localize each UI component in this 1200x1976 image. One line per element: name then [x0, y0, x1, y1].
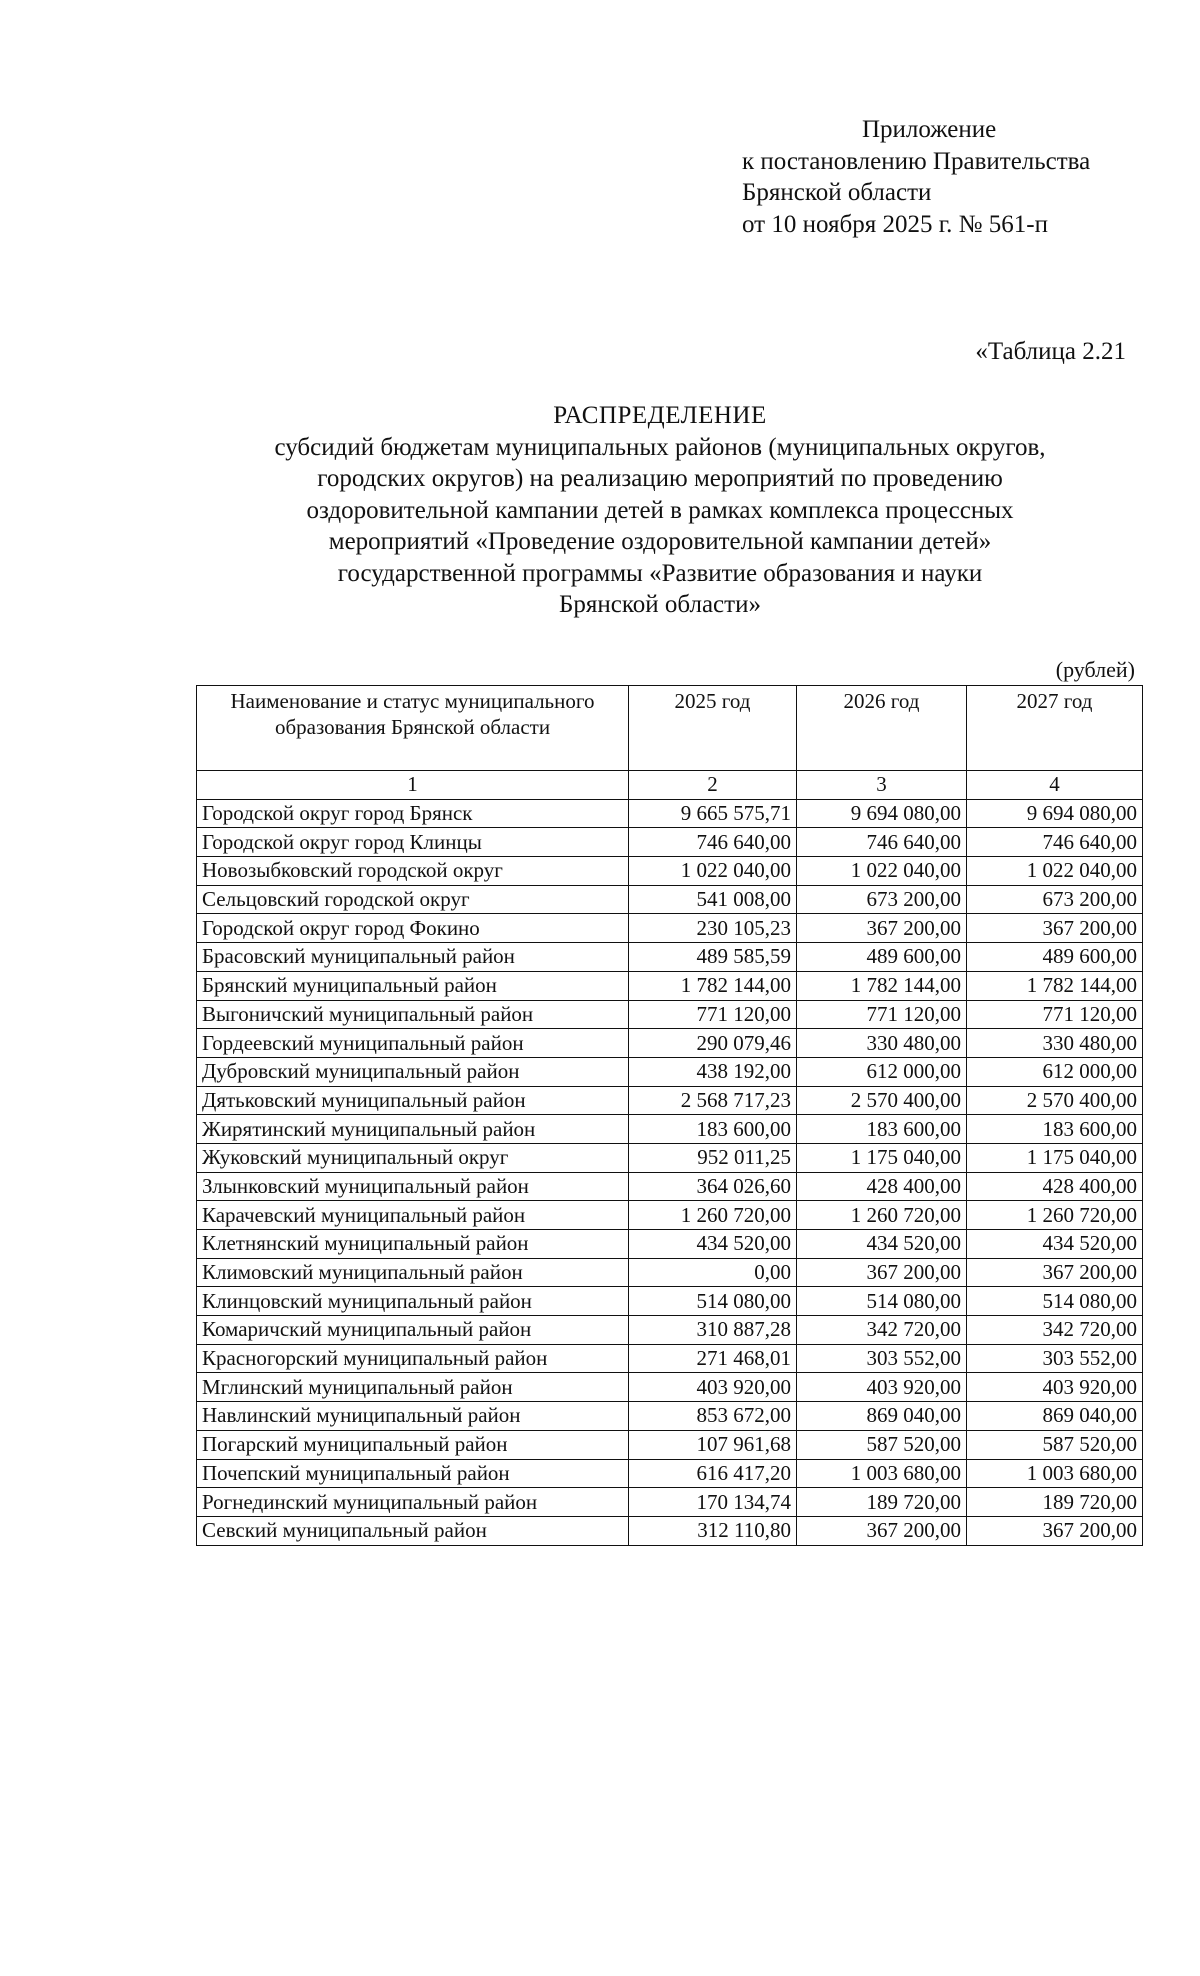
- column-number: 3: [797, 771, 967, 800]
- column-number: 1: [197, 771, 629, 800]
- value-2026-cell: 434 520,00: [797, 1230, 967, 1259]
- appendix-block: [742, 114, 1090, 240]
- table-row: [197, 1057, 1143, 1086]
- table-row: [197, 828, 1143, 857]
- value-2026-cell: 183 600,00: [797, 1115, 967, 1144]
- value-2025-cell: 403 920,00: [629, 1373, 797, 1402]
- value-2025-cell: 616 417,20: [629, 1459, 797, 1488]
- heading-line-6: Брянской области»: [559, 591, 761, 618]
- table-row: [197, 1029, 1143, 1058]
- value-2026-cell: 428 400,00: [797, 1172, 967, 1201]
- heading-line-5: государственной программы «Развитие образования и науки: [337, 559, 983, 587]
- value-2025-cell: 312 110,80: [629, 1516, 797, 1545]
- value-2027-cell: 673 200,00: [967, 885, 1143, 914]
- value-2027-cell: 514 080,00: [967, 1287, 1143, 1316]
- value-2027-cell: 342 720,00: [967, 1316, 1143, 1345]
- municipality-cell: Городской округ город Фокино: [197, 914, 629, 943]
- table-row: [197, 1172, 1143, 1201]
- value-2026-cell: 587 520,00: [797, 1430, 967, 1459]
- units-label: (рублей): [1055, 657, 1135, 682]
- value-2025-cell: 9 665 575,71: [629, 799, 797, 828]
- municipality-cell: Рогнединский муниципальный район: [197, 1488, 629, 1517]
- value-2027-cell: 746 640,00: [967, 828, 1143, 857]
- value-2027-cell: 1 022 040,00: [967, 857, 1143, 886]
- value-2027-cell: 189 720,00: [967, 1488, 1143, 1517]
- value-2026-cell: 342 720,00: [797, 1316, 967, 1345]
- value-2027-cell: 1 175 040,00: [967, 1143, 1143, 1172]
- value-2025-cell: 489 585,59: [629, 943, 797, 972]
- municipality-cell: Навлинский муниципальный район: [197, 1402, 629, 1431]
- value-2027-cell: 587 520,00: [967, 1430, 1143, 1459]
- appendix-line-1: Приложение: [862, 116, 997, 143]
- table-row: [197, 1430, 1143, 1459]
- value-2026-cell: 367 200,00: [797, 1516, 967, 1545]
- municipality-cell: Жуковский муниципальный округ: [197, 1143, 629, 1172]
- value-2025-cell: 183 600,00: [629, 1115, 797, 1144]
- heading-line-4: мероприятий «Проведение оздоровительной кампании детей»: [328, 528, 992, 555]
- table-row: [197, 1516, 1143, 1545]
- column-number: 4: [967, 771, 1143, 800]
- table-row: [197, 1287, 1143, 1316]
- value-2026-cell: 489 600,00: [797, 943, 967, 972]
- table-row: [197, 885, 1143, 914]
- value-2026-cell: 1 175 040,00: [797, 1143, 967, 1172]
- value-2025-cell: 364 026,60: [629, 1172, 797, 1201]
- value-2025-cell: 746 640,00: [629, 828, 797, 857]
- table-row: [197, 1143, 1143, 1172]
- value-2026-cell: 771 120,00: [797, 1000, 967, 1029]
- municipality-cell: Клинцовский муниципальный район: [197, 1287, 629, 1316]
- table-number-label: «Таблица 2.21: [975, 338, 1126, 365]
- table-row: [197, 1086, 1143, 1115]
- value-2027-cell: 1 782 144,00: [967, 971, 1143, 1000]
- value-2026-cell: 612 000,00: [797, 1057, 967, 1086]
- municipality-cell: Новозыбковский городской округ: [197, 857, 629, 886]
- municipality-cell: Жирятинский муниципальный район: [197, 1115, 629, 1144]
- table-row: [197, 1115, 1143, 1144]
- value-2025-cell: 1 260 720,00: [629, 1201, 797, 1230]
- value-2025-cell: 952 011,25: [629, 1143, 797, 1172]
- value-2026-cell: 330 480,00: [797, 1029, 967, 1058]
- table-row: [197, 1230, 1143, 1259]
- heading-line-2: городских округов) на реализацию мероприятий по проведению: [317, 465, 1003, 492]
- municipality-cell: Сельцовский городской округ: [197, 885, 629, 914]
- document-heading: [160, 400, 1160, 621]
- value-2027-cell: 303 552,00: [967, 1344, 1143, 1373]
- value-2027-cell: 183 600,00: [967, 1115, 1143, 1144]
- municipality-cell: Брасовский муниципальный район: [197, 943, 629, 972]
- municipality-cell: Мглинский муниципальный район: [197, 1373, 629, 1402]
- header-2026: 2026 год: [797, 686, 967, 771]
- value-2025-cell: 170 134,74: [629, 1488, 797, 1517]
- value-2026-cell: 2 570 400,00: [797, 1086, 967, 1115]
- table-row: [197, 1201, 1143, 1230]
- value-2026-cell: 367 200,00: [797, 914, 967, 943]
- municipality-cell: Карачевский муниципальный район: [197, 1201, 629, 1230]
- value-2027-cell: 1 260 720,00: [967, 1201, 1143, 1230]
- table-row: [197, 1488, 1143, 1517]
- table-row: [197, 1459, 1143, 1488]
- municipality-cell: Комаричский муниципальный район: [197, 1316, 629, 1345]
- municipality-cell: Городской округ город Брянск: [197, 799, 629, 828]
- header-2025: 2025 год: [629, 686, 797, 771]
- column-number-row: [197, 771, 1143, 800]
- value-2025-cell: 434 520,00: [629, 1230, 797, 1259]
- value-2027-cell: 489 600,00: [967, 943, 1143, 972]
- value-2026-cell: 367 200,00: [797, 1258, 967, 1287]
- table-row: [197, 799, 1143, 828]
- value-2026-cell: 403 920,00: [797, 1373, 967, 1402]
- municipality-cell: Клетнянский муниципальный район: [197, 1230, 629, 1259]
- value-2027-cell: 869 040,00: [967, 1402, 1143, 1431]
- value-2025-cell: 1 022 040,00: [629, 857, 797, 886]
- subsidy-distribution-table: [196, 685, 1143, 1546]
- municipality-cell: Дятьковский муниципальный район: [197, 1086, 629, 1115]
- municipality-cell: Почепский муниципальный район: [197, 1459, 629, 1488]
- municipality-cell: Красногорский муниципальный район: [197, 1344, 629, 1373]
- value-2027-cell: 771 120,00: [967, 1000, 1143, 1029]
- table-body: [197, 771, 1143, 1546]
- value-2026-cell: 1 782 144,00: [797, 971, 967, 1000]
- appendix-line-3: Брянской области: [742, 179, 932, 206]
- value-2025-cell: 853 672,00: [629, 1402, 797, 1431]
- value-2027-cell: 434 520,00: [967, 1230, 1143, 1259]
- value-2025-cell: 271 468,01: [629, 1344, 797, 1373]
- municipality-cell: Брянский муниципальный район: [197, 971, 629, 1000]
- municipality-cell: Погарский муниципальный район: [197, 1430, 629, 1459]
- value-2025-cell: 2 568 717,23: [629, 1086, 797, 1115]
- value-2027-cell: 9 694 080,00: [967, 799, 1143, 828]
- table-row: [197, 971, 1143, 1000]
- value-2026-cell: 1 260 720,00: [797, 1201, 967, 1230]
- value-2025-cell: 230 105,23: [629, 914, 797, 943]
- table-row: [197, 943, 1143, 972]
- table-row: [197, 914, 1143, 943]
- heading-title: РАСПРЕДЕЛЕНИЕ: [553, 402, 767, 429]
- value-2026-cell: 1 022 040,00: [797, 857, 967, 886]
- heading-line-1: субсидий бюджетам муниципальных районов (муниципальных округов,: [274, 433, 1046, 461]
- table-header-row: [197, 686, 1143, 771]
- table-row: [197, 1402, 1143, 1431]
- value-2026-cell: 1 003 680,00: [797, 1459, 967, 1488]
- value-2027-cell: 367 200,00: [967, 1516, 1143, 1545]
- value-2027-cell: 367 200,00: [967, 1258, 1143, 1287]
- municipality-cell: Выгоничский муниципальный район: [197, 1000, 629, 1029]
- value-2025-cell: 438 192,00: [629, 1057, 797, 1086]
- value-2027-cell: 367 200,00: [967, 914, 1143, 943]
- appendix-line-2: к постановлению Правительства: [742, 147, 1091, 175]
- heading-line-3: оздоровительной кампании детей в рамках комплекса процессных: [306, 496, 1014, 524]
- table-row: [197, 1344, 1143, 1373]
- municipality-cell: Дубровский муниципальный район: [197, 1057, 629, 1086]
- value-2025-cell: 107 961,68: [629, 1430, 797, 1459]
- table-row: [197, 1316, 1143, 1345]
- municipality-cell: Гордеевский муниципальный район: [197, 1029, 629, 1058]
- table-row: [197, 1000, 1143, 1029]
- municipality-cell: Городской округ город Клинцы: [197, 828, 629, 857]
- value-2027-cell: 428 400,00: [967, 1172, 1143, 1201]
- value-2026-cell: 746 640,00: [797, 828, 967, 857]
- table-row: [197, 857, 1143, 886]
- value-2025-cell: 310 887,28: [629, 1316, 797, 1345]
- table-row: [197, 1258, 1143, 1287]
- municipality-cell: Климовский муниципальный район: [197, 1258, 629, 1287]
- value-2025-cell: 1 782 144,00: [629, 971, 797, 1000]
- column-number: 2: [629, 771, 797, 800]
- value-2025-cell: 541 008,00: [629, 885, 797, 914]
- value-2026-cell: 9 694 080,00: [797, 799, 967, 828]
- value-2026-cell: 673 200,00: [797, 885, 967, 914]
- value-2027-cell: 330 480,00: [967, 1029, 1143, 1058]
- value-2026-cell: 303 552,00: [797, 1344, 967, 1373]
- header-municipality: Наименование и статус муниципального образования Брянской области: [197, 686, 629, 771]
- value-2025-cell: 0,00: [629, 1258, 797, 1287]
- appendix-line-4: от 10 ноября 2025 г. № 561-п: [742, 210, 1048, 238]
- municipality-cell: Севский муниципальный район: [197, 1516, 629, 1545]
- value-2027-cell: 2 570 400,00: [967, 1086, 1143, 1115]
- value-2026-cell: 869 040,00: [797, 1402, 967, 1431]
- value-2025-cell: 514 080,00: [629, 1287, 797, 1316]
- value-2025-cell: 771 120,00: [629, 1000, 797, 1029]
- value-2025-cell: 290 079,46: [629, 1029, 797, 1058]
- table-row: [197, 1373, 1143, 1402]
- value-2026-cell: 514 080,00: [797, 1287, 967, 1316]
- value-2027-cell: 1 003 680,00: [967, 1459, 1143, 1488]
- value-2026-cell: 189 720,00: [797, 1488, 967, 1517]
- municipality-cell: Злынковский муниципальный район: [197, 1172, 629, 1201]
- value-2027-cell: 403 920,00: [967, 1373, 1143, 1402]
- header-2027: 2027 год: [967, 686, 1143, 771]
- value-2027-cell: 612 000,00: [967, 1057, 1143, 1086]
